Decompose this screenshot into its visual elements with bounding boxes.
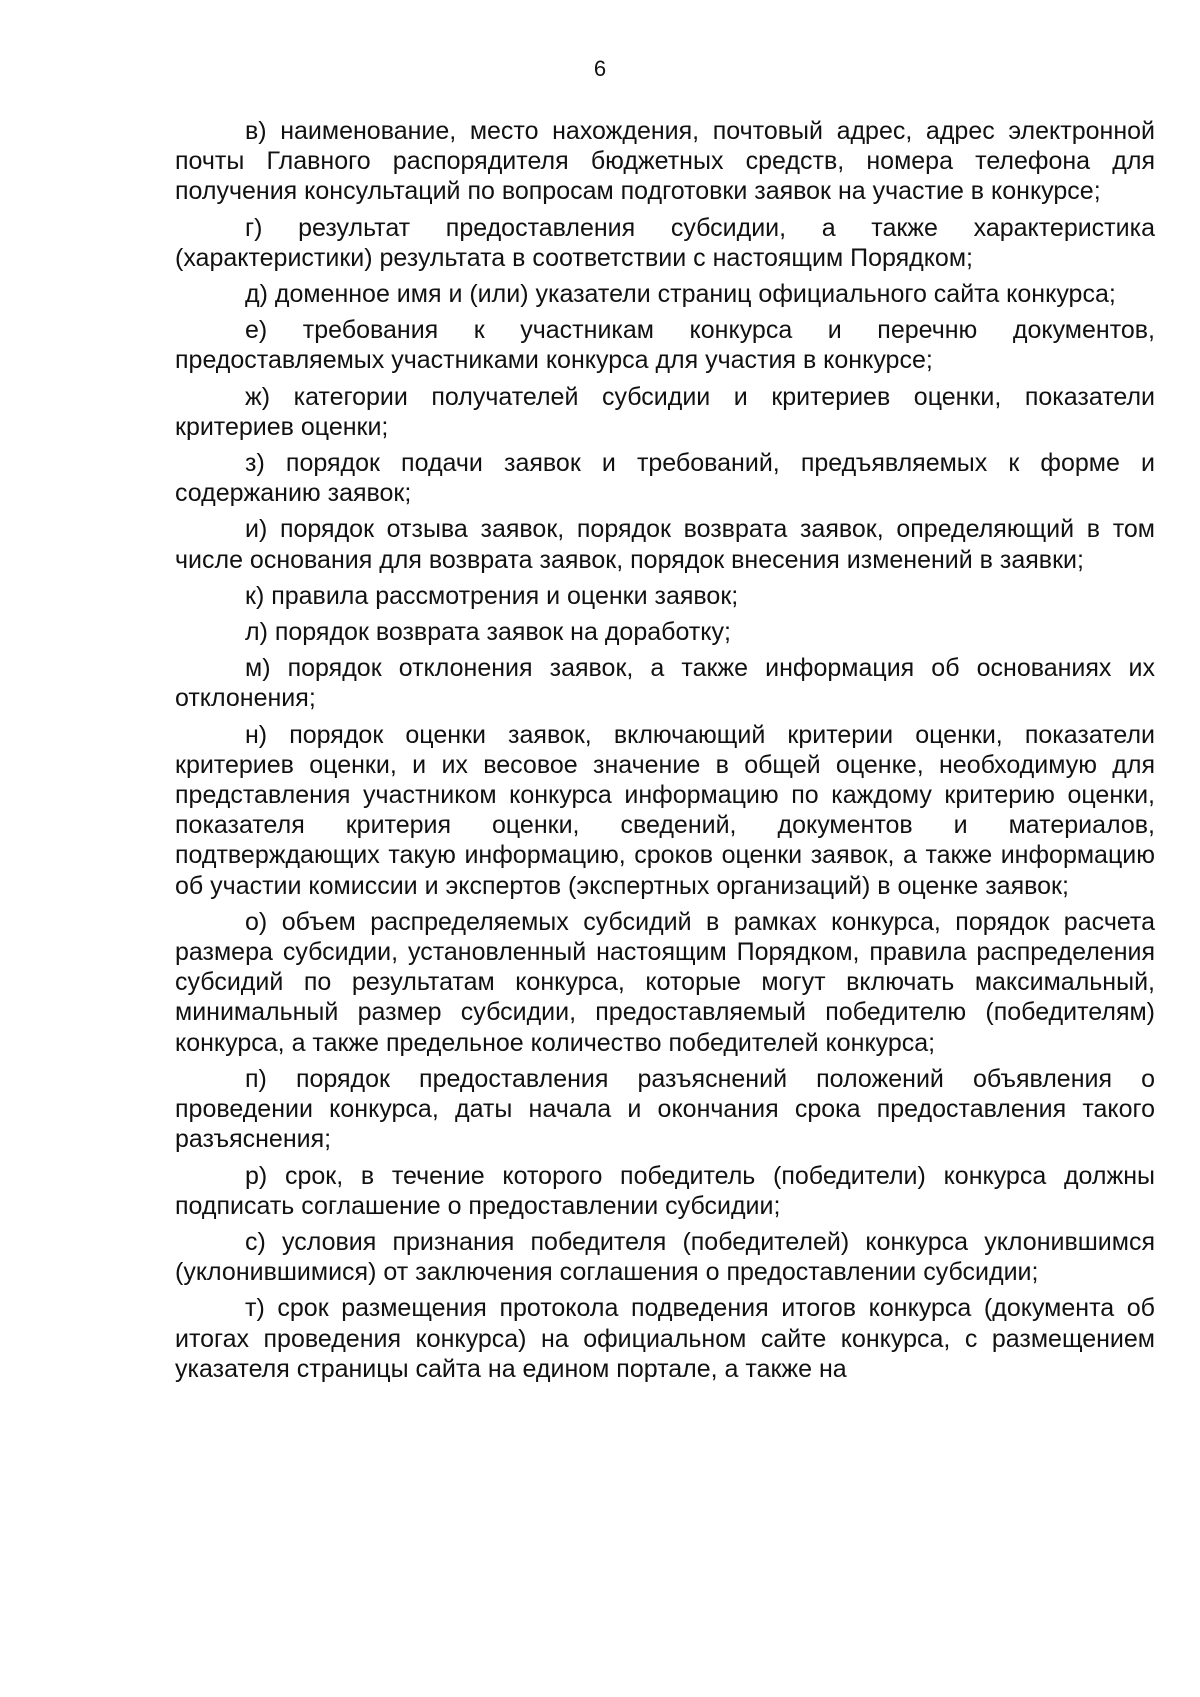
paragraph-v: в) наименование, место нахождения, почтовый адрес, адрес электронной почты Главного распорядителя бюджетных средств, номера телефона для получения консультаций по вопросам подготовки заявок на участие в конкурсе;: [175, 117, 1155, 206]
page-number: 6: [593, 56, 607, 81]
paragraph-g: г) результат предоставления субсидии, а также характеристика (характеристики) результата в соответствии с настоящим Порядком;: [175, 213, 1155, 272]
paragraph-i: и) порядок отзыва заявок, порядок возврата заявок, определяющий в том числе основания для возврата заявок, порядок внесения изменений в заявки;: [175, 515, 1155, 574]
paragraph-m: м) порядок отклонения заявок, а также информация об основаниях их отклонения;: [175, 654, 1155, 713]
paragraph-t: т) срок размещения протокола подведения итогов конкурса (документа об итогах проведения конкурса) на официальном сайте конкурса, с размещением указателя страницы сайта на едином портале, а также на: [175, 1294, 1155, 1383]
document-body: [175, 116, 1155, 1390]
paragraph-o: о) объем распределяемых субсидий в рамках конкурса, порядок расчета размера субсидии, установленный настоящим Порядком, правила распределения субсидий по результатам конкурса, которые могут включать максимальный, минимальный размер субсидии, предоставляемый победителю (победителям) конкурса, а также предельное количество победителей конкурса;: [175, 907, 1155, 1057]
paragraph-r: р) срок, в течение которого победитель (победители) конкурса должны подписать соглашение о предоставлении субсидии;: [175, 1161, 1155, 1220]
paragraph-e: е) требования к участникам конкурса и перечню документов, предоставляемых участниками конкурса для участия в конкурсе;: [175, 316, 1155, 375]
paragraph-s: с) условия признания победителя (победителей) конкурса уклонившимся (уклонившимися) от заключения соглашения о предоставлении субсидии;: [175, 1227, 1155, 1287]
paragraph-zh: ж) категории получателей субсидии и критериев оценки, показатели критериев оценки;: [175, 382, 1155, 441]
paragraph-n: н) порядок оценки заявок, включающий критерии оценки, показатели критериев оценки, и их весовое значение в общей оценке, необходимую для представления участником конкурса информацию по каждому критерию оценки, показателя критерия оценки, сведений, документов и материалов, подтверждающих такую информацию, сроков оценки заявок, а также информацию об участии комиссии и экспертов (экспертных организаций) в оценке заявок;: [175, 720, 1155, 900]
paragraph-d: д) доменное имя и (или) указатели страниц официального сайта конкурса;: [245, 280, 1116, 309]
paragraph-p: п) порядок предоставления разъяснений положений объявления о проведении конкурса, даты начала и окончания срока предоставления такого разъяснения;: [175, 1064, 1155, 1154]
paragraph-z: з) порядок подачи заявок и требований, предъявляемых к форме и содержанию заявок;: [175, 449, 1155, 508]
paragraph-k: к) правила рассмотрения и оценки заявок;: [245, 581, 739, 610]
paragraph-l: л) порядок возврата заявок на доработку;: [245, 618, 731, 647]
